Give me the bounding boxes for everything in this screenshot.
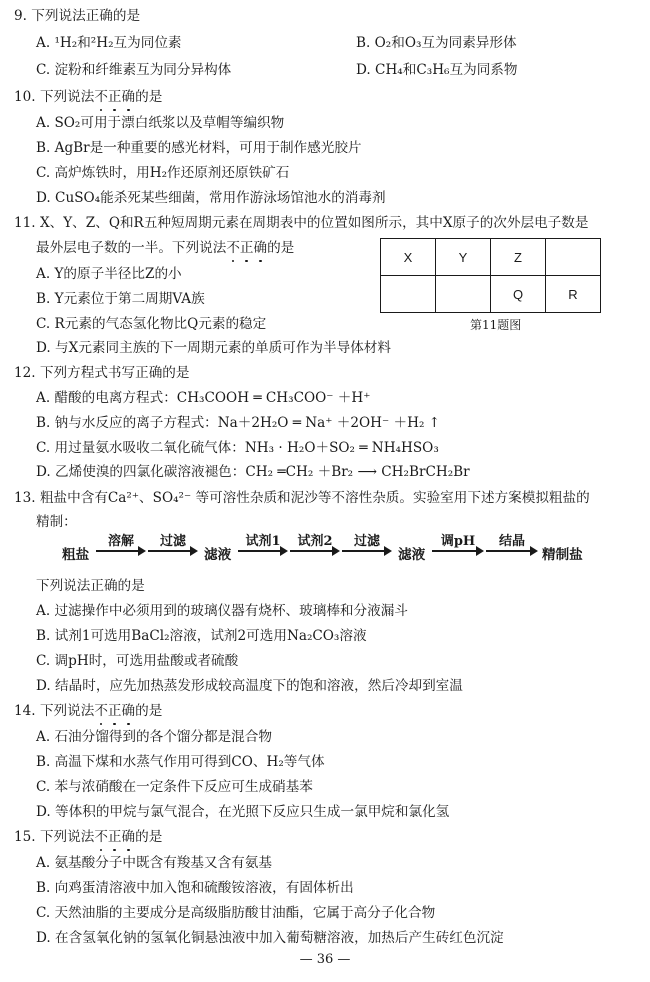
q11-emphasis	[226, 240, 267, 256]
q13-question: 下列说法正确的是	[36, 578, 145, 594]
q12-option-c: C. 用过量氨水吸收二氧化硫气体：NH₃ · H₂O＋SO₂ ═ NH₄HSO₃	[36, 440, 439, 456]
emphasis-char: 确	[121, 89, 136, 105]
flow-arrow-label: 溶解	[107, 534, 134, 549]
emphasis-char: 不	[94, 89, 108, 105]
arrow-head-icon	[332, 546, 340, 556]
q12-option-b: B. 钠与水反应的离子方程式：Na＋2H₂O ═ Na⁺ ＋2OH⁻ ＋H₂ ↑	[36, 415, 441, 431]
arrow-shaft	[432, 550, 478, 552]
emphasis-char: 正	[107, 829, 122, 845]
q13-stem-line2: 精制：	[36, 514, 77, 530]
arrow-head-icon	[190, 546, 198, 556]
table-cell	[381, 276, 436, 313]
arrow-shaft	[486, 550, 532, 552]
flow-arrow-label: 结晶	[498, 534, 525, 549]
q15-option-a: A. 氨基酸分子中既含有羧基又含有氨基	[36, 855, 272, 871]
emphasis-char: 确	[121, 703, 136, 719]
q11-stem-line1: 11. X、Y、Z、Q和R五种短周期元素在周期表中的位置如图所示，其中X原子的次外层电子数是	[14, 215, 589, 231]
q11-option-d: D. 与X元素同主族的下一周期元素的单质可作为半导体材料	[36, 340, 391, 356]
flow-arrow-reagent-2	[290, 530, 340, 554]
page-number: — 36 —	[299, 952, 351, 967]
q14-option-b: B. 高温下煤和水蒸气作用可得到CO、H₂等气体	[36, 754, 325, 770]
flow-arrow-adjust-ph	[432, 530, 484, 554]
table-row	[381, 276, 601, 313]
flow-filtrate-1: 滤液	[204, 547, 232, 563]
flow-arrow-label: 试剂2	[297, 534, 333, 549]
q13-option-a: A. 过滤操作中必须用到的玻璃仪器有烧杯、玻璃棒和分液漏斗	[36, 603, 408, 619]
flow-arrow-label: 调pH	[440, 534, 476, 549]
periodic-table-figure	[380, 238, 601, 313]
q14-emphasis	[94, 703, 135, 719]
q13-option-b: B. 试剂1可选用BaCl₂溶液，试剂2可选用Na₂CO₃溶液	[36, 628, 367, 644]
table-cell: R	[546, 276, 601, 313]
flow-arrow-filter-1	[148, 530, 198, 554]
arrow-shaft	[96, 550, 140, 552]
q11-stem-prefix: 最外层电子数的一半。下列说法	[36, 240, 227, 256]
q10-option-d: D. CuSO₄能杀死某些细菌，常用作游泳场馆池水的消毒剂	[36, 190, 386, 206]
table-cell	[546, 239, 601, 276]
table-cell: X	[381, 239, 436, 276]
q13-option-c: C. 调pH时，可选用盐酸或者硫酸	[36, 653, 239, 669]
q15-stem	[14, 827, 162, 847]
flow-arrow-filter-2	[342, 530, 392, 554]
emphasis-char: 确	[253, 240, 268, 256]
emphasis-char: 正	[239, 240, 254, 256]
flow-arrow-label: 过滤	[159, 534, 186, 549]
emphasis-char: 确	[121, 829, 136, 845]
q12-option-a: A. 醋酸的电离方程式：CH₃COOH ═ CH₃COO⁻ ＋H⁺	[36, 390, 371, 406]
q9-stem: 9. 下列说法正确的是	[14, 8, 141, 24]
flow-arrow-reagent-1	[238, 530, 288, 554]
q9-option-c: C. 淀粉和纤维素互为同分异构体	[36, 62, 232, 78]
q11-option-c: C. R元素的气态氢化物比Q元素的稳定	[36, 316, 267, 332]
q14-stem-prefix: 14. 下列说法	[14, 703, 95, 719]
q10-option-b: B. AgBr是一种重要的感光材料，可用于制作感光胶片	[36, 140, 362, 156]
q11-stem-suffix: 的是	[267, 240, 295, 256]
q15-stem-suffix: 的是	[135, 829, 163, 845]
q12-stem: 12. 下列方程式书写正确的是	[14, 365, 190, 381]
emphasis-char: 不	[94, 703, 108, 719]
q9-option-a: A. ¹H₂和²H₂互为同位素	[36, 35, 182, 51]
arrow-head-icon	[384, 546, 392, 556]
figure-caption: 第11题图	[470, 318, 522, 332]
q15-stem-prefix: 15. 下列说法	[14, 829, 95, 845]
q14-stem-suffix: 的是	[135, 703, 163, 719]
q14-stem	[14, 701, 162, 721]
table-row	[381, 239, 601, 276]
q11-option-a: A. Y的原子半径比Z的小	[36, 266, 182, 282]
q10-emphasis	[94, 89, 135, 105]
emphasis-char: 正	[107, 89, 122, 105]
q9-option-b: B. O₂和O₃互为同素异形体	[356, 35, 517, 51]
q15-option-d: D. 在含氢氧化钠的氢氧化铜悬浊液中加入葡萄糖溶液，加热后产生砖红色沉淀	[36, 930, 504, 946]
flow-end-label: 精制盐	[542, 547, 583, 563]
flow-arrow-crystallize	[486, 530, 538, 554]
q13-stem-line1: 13. 粗盐中含有Ca²⁺、SO₄²⁻ 等可溶性杂质和泥沙等不溶性杂质。实验室用下述方案模拟粗盐的	[14, 490, 590, 506]
q10-option-a: A. SO₂可用于漂白纸浆以及草帽等编织物	[36, 115, 285, 131]
arrow-shaft	[148, 550, 192, 552]
table-cell	[436, 276, 491, 313]
q11-stem-line2	[36, 238, 294, 258]
arrow-shaft	[290, 550, 334, 552]
q14-option-c: C. 苯与浓硝酸在一定条件下反应可生成硝基苯	[36, 779, 313, 795]
q10-option-c: C. 高炉炼铁时，用H₂作还原剂还原铁矿石	[36, 165, 290, 181]
arrow-head-icon	[280, 546, 288, 556]
q9-option-d: D. CH₄和C₃H₆互为同系物	[356, 62, 518, 78]
q14-option-d: D. 等体积的甲烷与氯气混合，在光照下反应只生成一氯甲烷和氯化氢	[36, 804, 450, 820]
emphasis-char: 正	[107, 703, 122, 719]
q10-stem-prefix: 10. 下列说法	[14, 89, 95, 105]
arrow-head-icon	[530, 546, 538, 556]
flow-arrow-dissolve	[96, 530, 146, 554]
emphasis-char: 不	[226, 240, 240, 256]
emphasis-char: 不	[94, 829, 108, 845]
q14-option-a: A. 石油分馏得到的各个馏分都是混合物	[36, 729, 272, 745]
q10-stem-suffix: 的是	[135, 89, 163, 105]
q15-emphasis	[94, 829, 135, 845]
q12-option-d: D. 乙烯使溴的四氯化碳溶液褪色：CH₂ ═CH₂ ＋Br₂ ⟶ CH₂BrCH₂Br	[36, 464, 470, 480]
arrow-head-icon	[138, 546, 146, 556]
table-cell: Q	[491, 276, 546, 313]
table-cell: Z	[491, 239, 546, 276]
arrow-shaft	[342, 550, 386, 552]
q15-option-c: C. 天然油脂的主要成分是高级脂肪酸甘油酯，它属于高分子化合物	[36, 905, 436, 921]
flow-start-label: 粗盐	[62, 547, 90, 563]
flow-arrow-label: 试剂1	[245, 534, 281, 549]
table-cell: Y	[436, 239, 491, 276]
arrow-shaft	[238, 550, 282, 552]
arrow-head-icon	[476, 546, 484, 556]
q15-option-b: B. 向鸡蛋清溶液中加入饱和硫酸铵溶液，有固体析出	[36, 880, 354, 896]
q11-option-b: B. Y元素位于第二周期VA族	[36, 291, 205, 307]
q13-option-d: D. 结晶时，应先加热蒸发形成较高温度下的饱和溶液，然后冷却到室温	[36, 678, 463, 694]
flow-arrow-label: 过滤	[353, 534, 380, 549]
flow-filtrate-2: 滤液	[398, 547, 426, 563]
q10-stem	[14, 87, 162, 107]
